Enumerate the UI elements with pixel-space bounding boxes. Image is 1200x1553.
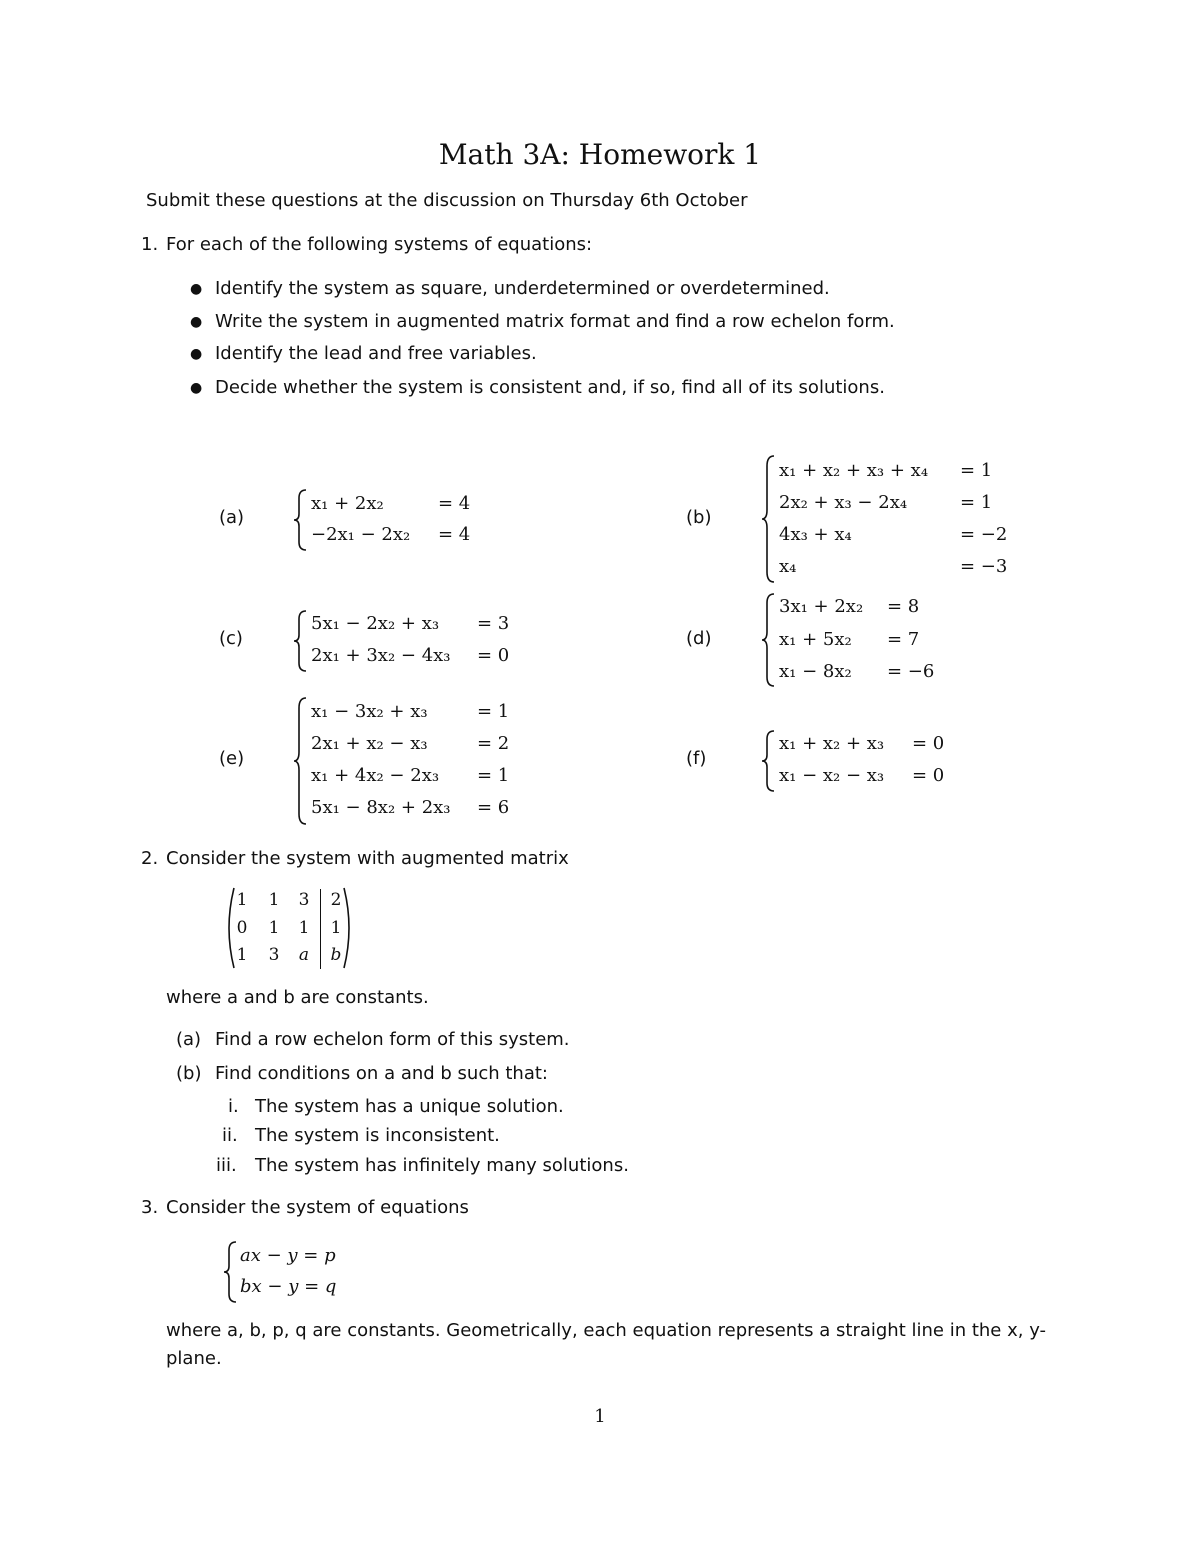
system-b-row-rhs: = 1 — [960, 460, 993, 481]
q3-where: where a, b, p, q are constants. Geometrically, each equation represents a straight line in the x, y- — [166, 1320, 1047, 1341]
system-d-row-lhs: x₁ + 5x₂ — [779, 629, 852, 650]
system-d-row-rhs: = 8 — [887, 596, 920, 617]
matrix-cell: 0 — [236, 918, 248, 938]
system-e-row-rhs: = 1 — [477, 765, 510, 786]
system-b-row-rhs: = −3 — [960, 556, 1008, 577]
q1-bullet: Identify the lead and free variables. — [215, 343, 537, 364]
q3-where-continued: plane. — [166, 1348, 222, 1369]
system-b-row-rhs: = 1 — [960, 492, 993, 513]
left-brace-icon — [292, 609, 310, 673]
matrix-cell: 1 — [330, 918, 342, 938]
system-d-row-rhs: = −6 — [887, 661, 935, 682]
q2-number: 2. — [141, 848, 159, 869]
system-d-row-lhs: 3x₁ + 2x₂ — [779, 596, 864, 617]
system-a-label: (a) — [219, 507, 245, 528]
matrix-cell: 1 — [268, 918, 280, 938]
q1-intro: For each of the following systems of equations: — [166, 234, 593, 255]
system-e-row-lhs: 2x₁ + x₂ − x₃ — [311, 733, 428, 754]
left-brace-icon — [760, 454, 778, 584]
q2-subpart-label: iii. — [216, 1155, 237, 1176]
matrix-cell: 1 — [268, 890, 280, 910]
q2-subpart-text: The system has infinitely many solutions. — [255, 1155, 629, 1176]
system-a-row-rhs: = 4 — [438, 493, 471, 514]
system-b-row-lhs: 2x₂ + x₃ − 2x₄ — [779, 492, 908, 513]
q1-bullet: Write the system in augmented matrix format and find a row echelon form. — [215, 311, 895, 332]
q2-part-text: Find conditions on a and b such that: — [215, 1063, 548, 1084]
bullet-icon: ● — [190, 281, 203, 297]
left-brace-icon — [760, 592, 778, 688]
q2-subpart-label: i. — [228, 1096, 239, 1117]
q2-where: where a and b are constants. — [166, 987, 429, 1008]
page-title: Math 3A: Homework 1 — [438, 138, 762, 171]
q3-equation: bx − y = q — [240, 1276, 337, 1297]
q2-part-text: Find a row echelon form of this system. — [215, 1029, 570, 1050]
system-f-row-rhs: = 0 — [912, 765, 945, 786]
system-b-row-lhs: x₄ — [779, 556, 797, 577]
q3-equation: ax − y = p — [240, 1245, 336, 1266]
q3-number: 3. — [141, 1197, 159, 1218]
bullet-icon: ● — [190, 314, 203, 330]
system-c-row-lhs: 2x₁ + 3x₂ − 4x₃ — [311, 645, 451, 666]
system-c-label: (c) — [219, 628, 243, 649]
system-f-row-rhs: = 0 — [912, 733, 945, 754]
system-d-row-rhs: = 7 — [887, 629, 920, 650]
system-a-row-rhs: = 4 — [438, 524, 471, 545]
system-b-row-rhs: = −2 — [960, 524, 1008, 545]
system-e-row-rhs: = 6 — [477, 797, 510, 818]
system-f-label: (f) — [686, 748, 707, 769]
system-c-row-rhs: = 3 — [477, 613, 510, 634]
matrix-cell: 3 — [298, 890, 310, 910]
matrix-cell: b — [330, 945, 342, 965]
system-b-label: (b) — [686, 507, 712, 528]
system-e-row-rhs: = 2 — [477, 733, 510, 754]
page-number: 1 — [594, 1406, 606, 1427]
system-b-row-lhs: x₁ + x₂ + x₃ + x₄ — [779, 460, 929, 481]
matrix-cell: 3 — [268, 945, 280, 965]
system-e-label: (e) — [219, 748, 245, 769]
q2-part-label: (a) — [176, 1029, 202, 1050]
q2-subpart-label: ii. — [222, 1125, 238, 1146]
matrix-cell: 1 — [298, 918, 310, 938]
bullet-icon: ● — [190, 346, 203, 362]
q2-part-label: (b) — [176, 1063, 202, 1084]
system-a-row-lhs: x₁ + 2x₂ — [311, 493, 384, 514]
q2-subpart-text: The system is inconsistent. — [255, 1125, 500, 1146]
matrix-cell: 1 — [236, 945, 248, 965]
bullet-icon: ● — [190, 380, 203, 396]
submission-note: Submit these questions at the discussion on Thursday 6th October — [146, 190, 748, 211]
augment-divider — [320, 889, 321, 969]
system-c-row-rhs: = 0 — [477, 645, 510, 666]
matrix-cell: 2 — [330, 890, 342, 910]
left-brace-icon — [292, 696, 310, 826]
system-a-row-lhs: −2x₁ − 2x₂ — [311, 524, 411, 545]
q3-intro: Consider the system of equations — [166, 1197, 469, 1218]
matrix-cell: a — [298, 945, 310, 965]
system-e-row-rhs: = 1 — [477, 701, 510, 722]
system-e-row-lhs: x₁ + 4x₂ − 2x₃ — [311, 765, 440, 786]
left-brace-icon — [222, 1240, 240, 1304]
system-d-label: (d) — [686, 628, 712, 649]
system-f-row-lhs: x₁ + x₂ + x₃ — [779, 733, 885, 754]
q1-number: 1. — [141, 234, 159, 255]
matrix-cell: 1 — [236, 890, 248, 910]
q2-subpart-text: The system has a unique solution. — [255, 1096, 564, 1117]
system-d-row-lhs: x₁ − 8x₂ — [779, 661, 852, 682]
q1-bullet: Decide whether the system is consistent and, if so, find all of its solutions. — [215, 377, 885, 398]
q2-intro: Consider the system with augmented matrix — [166, 848, 569, 869]
system-f-row-lhs: x₁ − x₂ − x₃ — [779, 765, 885, 786]
q1-bullet: Identify the system as square, underdetermined or overdetermined. — [215, 278, 830, 299]
system-e-row-lhs: x₁ − 3x₂ + x₃ — [311, 701, 428, 722]
left-brace-icon — [760, 729, 778, 793]
system-b-row-lhs: 4x₃ + x₄ — [779, 524, 852, 545]
left-brace-icon — [292, 488, 310, 552]
system-c-row-lhs: 5x₁ − 2x₂ + x₃ — [311, 613, 440, 634]
system-e-row-lhs: 5x₁ − 8x₂ + 2x₃ — [311, 797, 451, 818]
